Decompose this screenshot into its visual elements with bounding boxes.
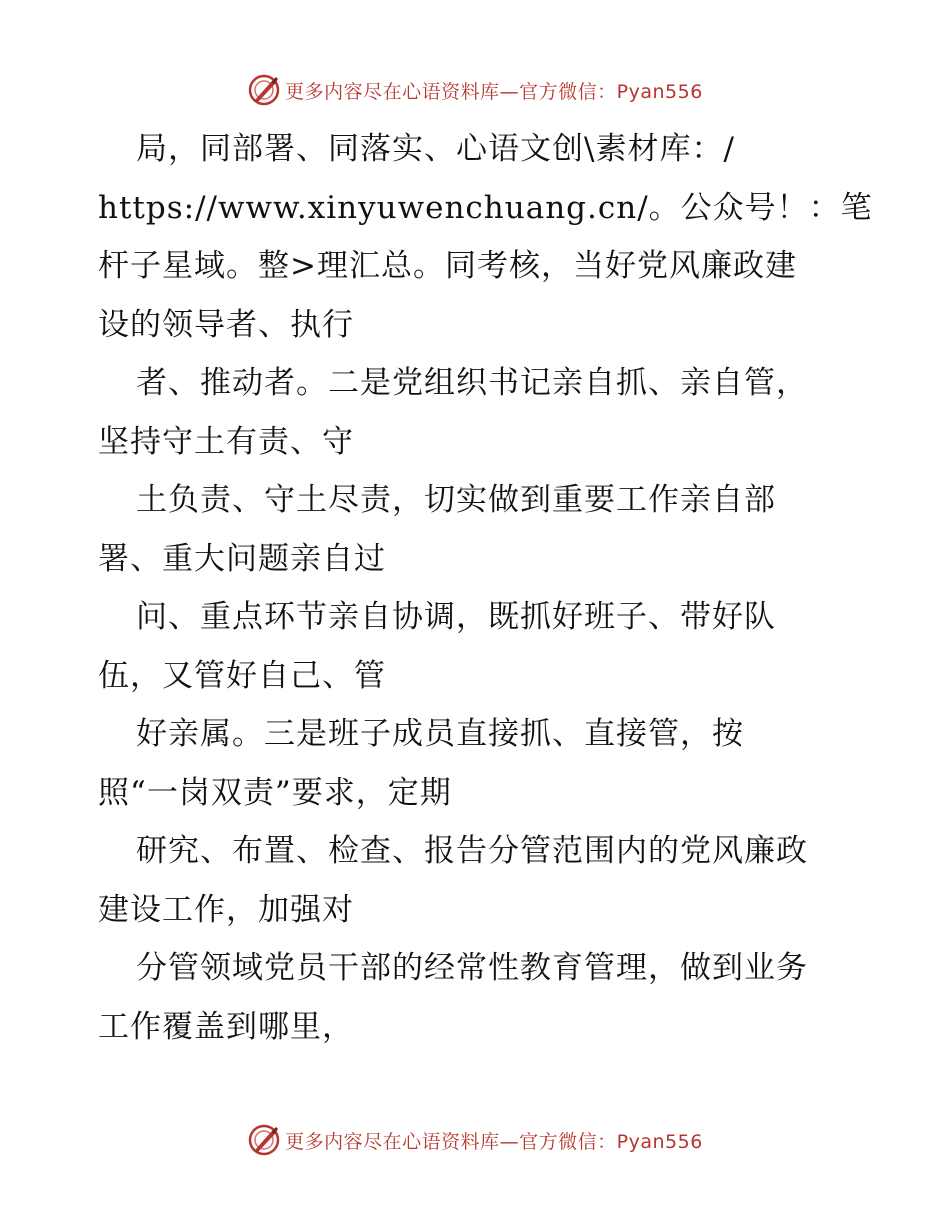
text-line: 好亲属。三是班子成员直接抓、直接管，按 (136, 716, 744, 752)
text-line: 局，同部署、同落实、心语文创\素材库：/ (136, 131, 735, 167)
pen-logo-icon (247, 73, 281, 107)
text-line: https://www.xinyuwenchuang.cn/。公众号！：笔 (98, 189, 873, 226)
text-line: 土负责、守土尽责，切实做到重要工作亲自部 (136, 482, 776, 518)
footer-banner-text: 更多内容尽在心语资料库—官方微信：Pyan556 (285, 1130, 703, 1153)
text-line: 工作覆盖到哪里， (98, 1008, 354, 1045)
header-banner-text: 更多内容尽在心语资料库—官方微信：Pyan556 (285, 80, 703, 103)
header-banner (0, 70, 950, 110)
text-line: 建设工作，加强对 (98, 891, 354, 928)
text-line: 伍，又管好自己、管 (98, 657, 386, 694)
text-line: 署、重大问题亲自过 (98, 540, 386, 577)
text-line: 分管领域党员干部的经常性教育管理，做到业务 (136, 950, 808, 986)
text-line: 坚持守土有责、守 (98, 423, 354, 460)
document-body (98, 120, 873, 1056)
text-line: 杆子星域。整>理汇总。同考核，当好党风廉政建 (98, 248, 797, 284)
pen-logo-icon (247, 1123, 281, 1157)
text-line: 照“一岗双责”要求，定期 (98, 774, 452, 811)
footer-banner (0, 1120, 950, 1160)
text-line: 问、重点环节亲自协调，既抓好班子、带好队 (136, 599, 776, 635)
text-line: 设的领导者、执行 (98, 306, 354, 343)
text-line: 研究、布置、检查、报告分管范围内的党风廉政 (136, 833, 808, 869)
text-line: 者、推动者。二是党组织书记亲自抓、亲自管， (136, 365, 808, 401)
